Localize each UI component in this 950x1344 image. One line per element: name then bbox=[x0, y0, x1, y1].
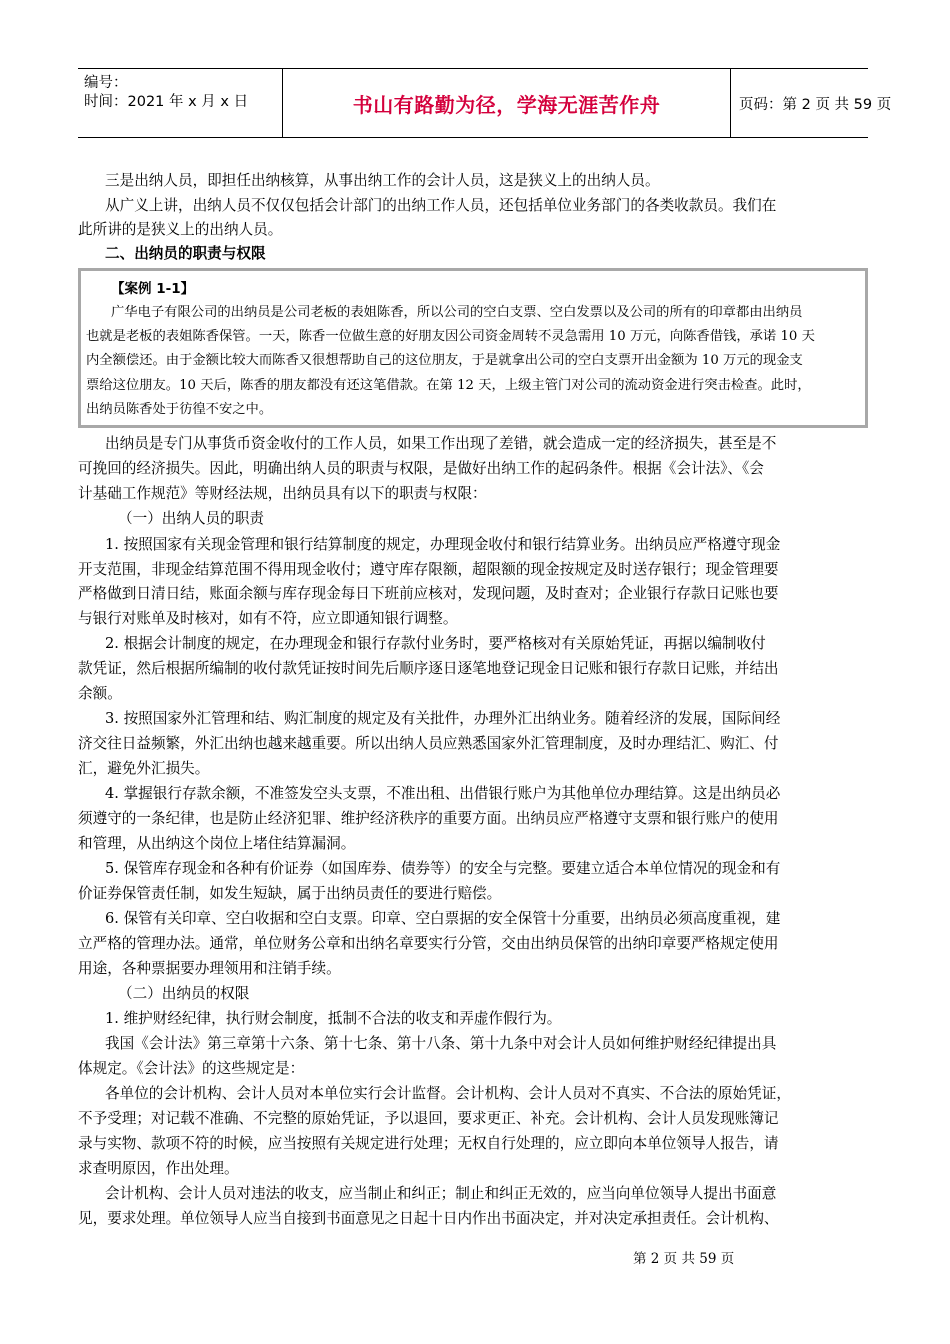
paragraph-line: 求查明原因，作出处理。 bbox=[78, 1160, 239, 1177]
paragraph-line: 会计机构、会计人员对违法的收支，应当制止和纠正；制止和纠正无效的，应当向单位领导人提出书面意 bbox=[105, 1185, 777, 1202]
paragraph-line: 立严格的管理办法。通常，单位财务公章和出纳名章要实行分管，交由出纳员保管的出纳印章要严格规定使用 bbox=[78, 935, 779, 952]
case-title: 【案例 1-1】 bbox=[111, 281, 195, 297]
header-motto: 书山有路勤为径，学海无涯苦作舟 bbox=[352, 92, 661, 117]
document-number-label: 编号： bbox=[84, 75, 128, 91]
paragraph-line: 三是出纳人员，即担任出纳核算，从事出纳工作的会计人员，这是狭义上的出纳人员。 bbox=[105, 172, 660, 189]
document-date: 时间：2021 年 x 月 x 日 bbox=[84, 94, 249, 110]
paragraph-line: 价证券保管责任制，如发生短缺，属于出纳员责任的要进行赔偿。 bbox=[78, 885, 502, 902]
paragraph-line: 出纳员是专门从事货币资金收付的工作人员，如果工作出现了差错，就会造成一定的经济损失，甚至是不 bbox=[105, 435, 777, 452]
paragraph-line: 用途，各种票据要办理领用和注销手续。 bbox=[78, 960, 341, 977]
paragraph-line: 与银行对账单及时核对，如有不符，应立即通知银行调整。 bbox=[78, 610, 458, 627]
paragraph-line: 开支范围，非现金结算范围不得用现金收付；遵守库存限额，超限额的现金按规定及时送存银行；现金管理要 bbox=[78, 561, 779, 578]
page-footer: 第 2 页 共 59 页 bbox=[633, 1251, 735, 1267]
paragraph-line: 款凭证，然后根据所编制的收付款凭证按时间先后顺序逐日逐笔地登记现金日记账和银行存款日记账，并结出 bbox=[78, 660, 779, 677]
header-page-info: 页码：第 2 页 共 59 页 bbox=[739, 96, 892, 113]
paragraph-line: 余额。 bbox=[78, 685, 122, 702]
paragraph-line: 和管理，从出纳这个岗位上堵住结算漏洞。 bbox=[78, 835, 356, 852]
case-line: 出纳员陈香处于彷徨不安之中。 bbox=[86, 402, 273, 417]
paragraph-line: 不予受理；对记载不准确、不完整的原始凭证，予以退回，要求更正、补充。会计机构、会计人员发现账簿记 bbox=[78, 1110, 779, 1127]
subsection-heading: （二）出纳员的权限 bbox=[118, 985, 250, 1002]
paragraph-line: 2. 根据会计制度的规定，在办理现金和银行存款付业务时，要严格核对有关原始凭证，再据以编制收付 bbox=[105, 635, 766, 652]
paragraph-line: 我国《会计法》第三章第十六条、第十七条、第十八条、第十九条中对会计人员如何维护财经纪律提出具 bbox=[105, 1035, 777, 1052]
paragraph-line: 1. 维护财经纪律，执行财会制度，抵制不合法的收支和弄虚作假行为。 bbox=[105, 1010, 562, 1027]
paragraph-line: 须遵守的一条纪律，也是防止经济犯罪、维护经济秩序的重要方面。出纳员应严格遵守支票和银行账户的使用 bbox=[78, 810, 779, 827]
paragraph-line: 5. 保管库存现金和各种有价证券（如国库券、债券等）的安全与完整。要建立适合本单位情况的现金和有 bbox=[105, 860, 781, 877]
case-line: 票给这位朋友。10 天后，陈香的朋友都没有还这笔借款。在第 12 天，上级主管门对公司的流动资金进行突击检查。此时， bbox=[86, 378, 811, 393]
paragraph-line: 见，要求处理。单位领导人应当自接到书面意见之日起十日内作出书面决定，并对决定承担责任。会计机构、 bbox=[78, 1210, 779, 1227]
case-line: 内全额偿还。由于金额比较大而陈香又很想帮助自己的这位朋友，于是就拿出公司的空白支票开出金额为 10 万元的现金支 bbox=[86, 353, 803, 368]
paragraph-line: 计基础工作规范》等财经法规，出纳员具有以下的职责与权限： bbox=[78, 485, 487, 502]
paragraph-line: 可挽回的经济损失。因此，明确出纳人员的职责与权限，是做好出纳工作的起码条件。根据《会计法》、《会 bbox=[78, 460, 764, 477]
case-box bbox=[78, 268, 868, 428]
paragraph-line: 从广义上讲，出纳人员不仅仅包括会计部门的出纳工作人员，还包括单位业务部门的各类收款员。我们在 bbox=[105, 197, 777, 214]
paragraph-line: 3. 按照国家外汇管理和结、购汇制度的规定及有关批件，办理外汇出纳业务。随着经济的发展，国际间经 bbox=[105, 710, 781, 727]
paragraph-line: 6. 保管有关印章、空白收据和空白支票。印章、空白票据的安全保管十分重要，出纳员必须高度重视，建 bbox=[105, 910, 781, 927]
paragraph-line: 4. 掌握银行存款余额，不准签发空头支票，不准出租、出借银行账户为其他单位办理结算。这是出纳员必 bbox=[105, 785, 781, 802]
header-left-cell bbox=[78, 69, 283, 137]
paragraph-line: 1. 按照国家有关现金管理和银行结算制度的规定，办理现金收付和银行结算业务。出纳员应严格遵守现金 bbox=[105, 536, 781, 553]
subsection-heading: （一）出纳人员的职责 bbox=[118, 510, 264, 527]
paragraph-line: 此所讲的是狭义上的出纳人员。 bbox=[78, 221, 283, 238]
paragraph-line: 济交往日益频繁，外汇出纳也越来越重要。所以出纳人员应熟悉国家外汇管理制度，及时办理结汇、购汇、付 bbox=[78, 735, 779, 752]
paragraph-line: 录与实物、款项不符的时候，应当按照有关规定进行处理；无权自行处理的，应立即向本单位领导人报告，请 bbox=[78, 1135, 779, 1152]
paragraph-line: 汇，避免外汇损失。 bbox=[78, 760, 210, 777]
case-line: 广华电子有限公司的出纳员是公司老板的表姐陈香，所以公司的空白支票、空白发票以及公司的所有的印章都由出纳员 bbox=[111, 305, 803, 320]
paragraph-line: 体规定。《会计法》的这些规定是： bbox=[78, 1060, 305, 1077]
page-header bbox=[78, 68, 892, 138]
paragraph-line: 严格做到日清日结，账面余额与库存现金每日下班前应核对，发现问题，及时查对；企业银行存款日记账也要 bbox=[78, 585, 779, 602]
case-line: 也就是老板的表姐陈香保管。一天，陈香一位做生意的好朋友因公司资金周转不灵急需用 10 万元，向陈香借钱，承诺 10 天 bbox=[86, 329, 815, 344]
section-heading: 二、出纳员的职责与权限 bbox=[105, 245, 266, 262]
paragraph-line: 各单位的会计机构、会计人员对本单位实行会计监督。会计机构、会计人员对不真实、不合法的原始凭证， bbox=[105, 1085, 791, 1102]
header-motto-cell bbox=[283, 69, 731, 137]
